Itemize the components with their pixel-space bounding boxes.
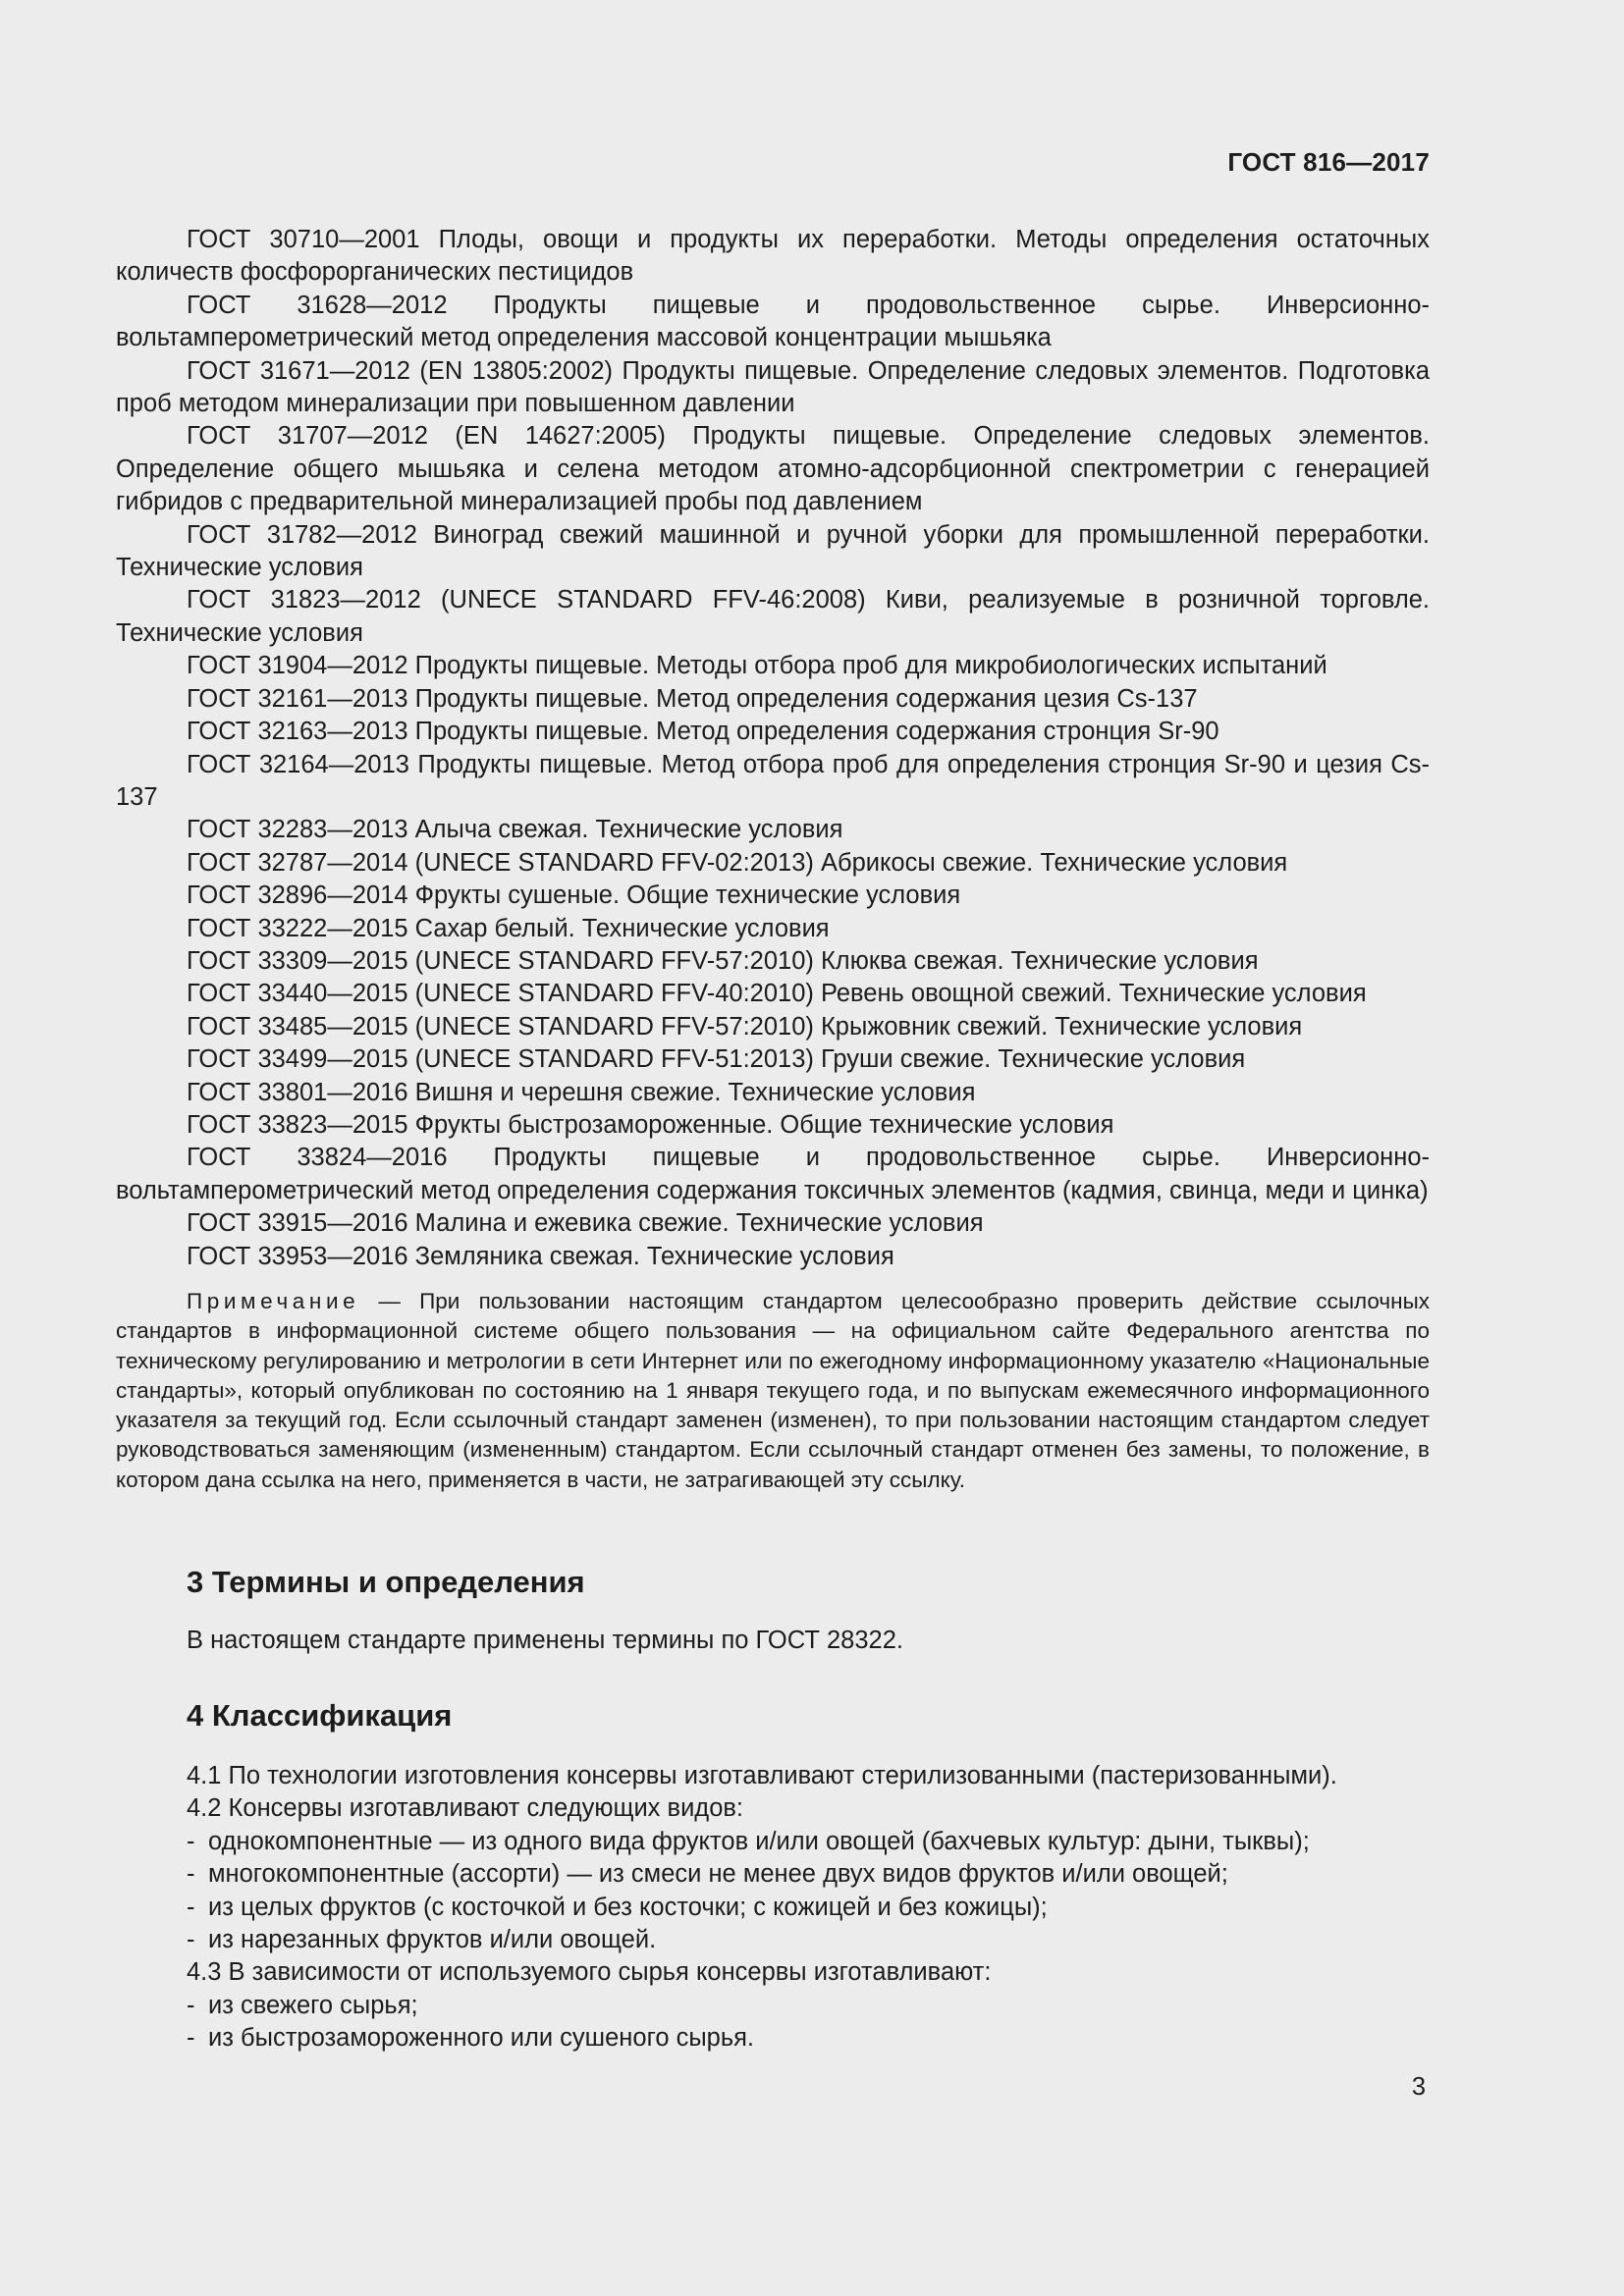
note-text: При пользовании настоящим стандартом целесообразно проверить действие ссылочных стандартов в информационной системе общего пользования — на официальном сайте Федерального агентства по техническому регулированию и метрологии в сети Интернет или по ежегодному информационному указателю «Национальные стандарты», который опубликован по состоянию на 1 января текущего года, и по выпускам ежемесячного информационного указателя за текущий год. Если ссылочный стандарт заменен (изменен), то при пользовании настоящим стандартом следует руководствоваться заменяющим (измененным) стандартом. Если ссылочный стандарт отменен без замены, то положение, в котором дана ссылка на него, применяется в части, не затрагивающей эту ссылку. [116, 1289, 1430, 1492]
reference-item: ГОСТ 33440—2015 (UNECE STANDARD FFV-40:2010) Ревень овощной свежий. Технические условия [187, 980, 1367, 1008]
classification-item [187, 1792, 1434, 1825]
item-text: из целых фруктов (с косточкой и без косточки; с кожицей и без кожицы); [208, 1893, 1048, 1921]
reference-item: ГОСТ 33915—2016 Малина и ежевика свежие. Технические условия [187, 1209, 984, 1238]
reference-item: ГОСТ 33823—2015 Фрукты быстрозамороженные. Общие технические условия [187, 1110, 1114, 1139]
item-text: 4.1 По технологии изготовления консервы изготавливают стерилизованными (пастеризованными). [187, 1762, 1337, 1789]
reference-item: ГОСТ 33824—2016 Продукты пищевые и продовольственное сырье. Инверсионно-вольтамперометрический метод определения содержания токсичных элементов (кадмия, свинца, меди и цинка) [116, 1144, 1430, 1204]
normative-references-list [116, 224, 1430, 1273]
classification-item [187, 1892, 1434, 1924]
section-4-title: 4 Классификация [187, 1698, 453, 1733]
reference-item: ГОСТ 32896—2014 Фрукты сушеные. Общие технические условия [187, 881, 961, 910]
dash-bullet: - [187, 1860, 195, 1889]
reference-item: ГОСТ 31782—2012 Виноград свежий машинной и ручной уборки для промышленной переработки. Технические условия [116, 520, 1430, 582]
item-text: из свежего сырья; [208, 1991, 418, 2019]
classification-item [187, 1990, 1434, 2022]
classification-item [187, 1924, 1434, 1956]
reference-item: ГОСТ 32161—2013 Продукты пищевые. Метод определения содержания цезия Cs-137 [187, 684, 1198, 713]
classification-list [187, 1760, 1434, 2056]
reference-item: ГОСТ 31823—2012 (UNECE STANDARD FFV-46:2008) Киви, реализуемые в розничной торговле. Технические условия [116, 586, 1430, 647]
standard-code-header: ГОСТ 816—2017 [1227, 147, 1430, 177]
classification-item [187, 2022, 1434, 2055]
note-label: Примечание [187, 1289, 360, 1313]
item-text: однокомпонентные — из одного вида фруктов и/или овощей (бахчевых культур: дыни, тыквы); [208, 1827, 1310, 1855]
reference-item: ГОСТ 33309—2015 (UNECE STANDARD FFV-57:2010) Клюква свежая. Технические условия [187, 946, 1259, 975]
classification-item [187, 1826, 1434, 1858]
classification-item [187, 1760, 1434, 1792]
dash-bullet: - [187, 1893, 195, 1921]
reference-item: ГОСТ 33485—2015 (UNECE STANDARD FFV-57:2010) Крыжовник свежий. Технические условия [187, 1012, 1303, 1041]
reference-item: ГОСТ 31904—2012 Продукты пищевые. Методы отбора проб для микробиологических испытаний [187, 652, 1327, 680]
dash-bullet: - [187, 1827, 195, 1855]
reference-item: ГОСТ 31671—2012 (EN 13805:2002) Продукты пищевые. Определение следовых элементов. Подготовка проб методом минерализации при повышенном давлении [116, 356, 1430, 418]
reference-item: ГОСТ 33953—2016 Земляника свежая. Технические условия [187, 1242, 894, 1270]
item-text: 4.3 В зависимости от используемого сырья консервы изготавливают: [187, 1958, 992, 1987]
classification-item [187, 1858, 1434, 1891]
item-text: многокомпонентные (ассорти) — из смеси не менее двух видов фруктов и/или овощей; [208, 1860, 1228, 1889]
reference-item: ГОСТ 32164—2013 Продукты пищевые. Метод отбора проб для определения стронция Sr-90 и цезия Cs-137 [116, 750, 1430, 811]
classification-item [187, 1956, 1434, 1989]
page-number: 3 [1411, 2073, 1426, 2101]
reference-item: ГОСТ 32163—2013 Продукты пищевые. Метод определения содержания стронция Sr-90 [187, 718, 1219, 746]
item-text: 4.2 Консервы изготавливают следующих видов: [187, 1794, 744, 1823]
dash-bullet: - [187, 2024, 195, 2053]
dash-bullet: - [187, 1991, 195, 2019]
note-separator: — [359, 1289, 420, 1313]
item-text: из нарезанных фруктов и/или овощей. [208, 1926, 657, 1954]
section-3-title: 3 Термины и определения [187, 1565, 585, 1599]
reference-item: ГОСТ 31707—2012 (EN 14627:2005) Продукты пищевые. Определение следовых элементов. Определение общего мышьяка и селена методом атомно-адсорбционной спектрометрии с генерацией гибридов с предварительной минерализацией пробы под давлением [116, 422, 1430, 516]
reference-item: ГОСТ 30710—2001 Плоды, овощи и продукты их переработки. Методы определения остаточных количеств фосфорорганических пестицидов [116, 226, 1430, 287]
dash-bullet: - [187, 1926, 195, 1954]
reference-item: ГОСТ 33499—2015 (UNECE STANDARD FFV-51:2013) Груши свежие. Технические условия [187, 1045, 1246, 1074]
reference-item: ГОСТ 31628—2012 Продукты пищевые и продовольственное сырье. Инверсионно-вольтамперометрический метод определения массовой концентрации мышьяка [116, 291, 1430, 352]
reference-item: ГОСТ 33222—2015 Сахар белый. Технические условия [187, 914, 830, 942]
references-note [116, 1287, 1430, 1495]
reference-item: ГОСТ 33801—2016 Вишня и черешня свежие. Технические условия [187, 1078, 976, 1106]
section-3-text: В настоящем стандарте применены термины по ГОСТ 28322. [187, 1627, 903, 1654]
reference-item: ГОСТ 32787—2014 (UNECE STANDARD FFV-02:2013) Абрикосы свежие. Технические условия [187, 848, 1288, 877]
reference-item: ГОСТ 32283—2013 Алыча свежая. Технические условия [187, 816, 843, 844]
item-text: из быстрозамороженного или сушеного сырья. [208, 2024, 755, 2053]
